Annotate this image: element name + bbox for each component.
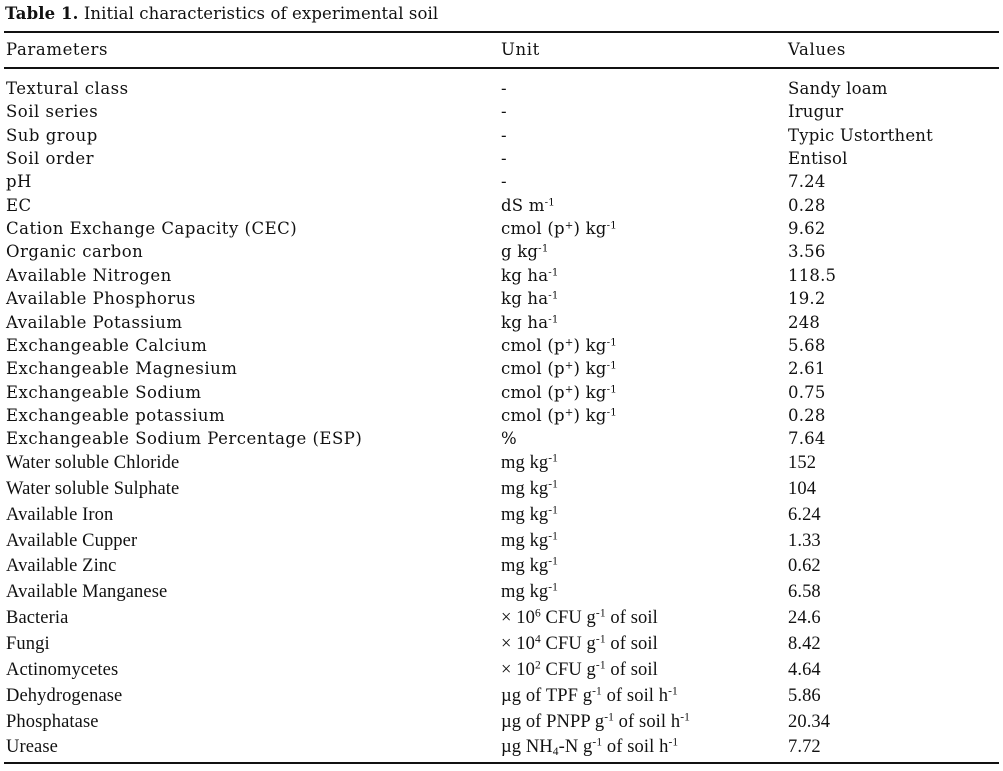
unit-text: of soil h xyxy=(601,685,669,706)
unit-cell xyxy=(501,219,617,238)
unit-cell xyxy=(501,359,617,378)
bottom-rule xyxy=(4,762,999,764)
unit-text: cmol (p xyxy=(501,405,565,425)
parameter-cell: Available Manganese xyxy=(6,582,168,603)
unit-cell xyxy=(501,266,559,285)
parameter-cell: Fungi xyxy=(6,633,50,654)
unit-superscript: -1 xyxy=(548,556,559,569)
unit-text: mg kg xyxy=(501,530,549,551)
parameter-cell: Water soluble Chloride xyxy=(6,453,180,473)
unit-cell xyxy=(501,196,555,215)
unit-text: CFU g xyxy=(540,608,596,629)
unit-text: mg kg xyxy=(501,478,549,499)
value-cell: 5.68 xyxy=(788,335,826,355)
parameter-cell: Soil order xyxy=(6,149,95,169)
unit-superscript: + xyxy=(564,360,574,372)
parameter-cell: Actinomycetes xyxy=(6,659,119,680)
parameter-cell: Available Phosphorus xyxy=(6,289,196,309)
unit-superscript: -1 xyxy=(606,383,617,395)
parameter-cell: Organic carbon xyxy=(6,242,144,262)
unit-cell xyxy=(501,313,559,332)
parameter-cell: Exchangeable Calcium xyxy=(6,335,208,355)
parameter-cell: Exchangeable Sodium Percentage (ESP) xyxy=(6,429,363,449)
unit-text: µg of PNPP g xyxy=(501,711,605,732)
table-caption xyxy=(5,4,438,23)
parameter-cell: Available Zinc xyxy=(6,556,117,577)
parameter-cell: pH xyxy=(6,172,32,192)
parameter-cell: Cation Exchange Capacity (CEC) xyxy=(6,219,298,239)
unit-superscript: -1 xyxy=(548,581,559,594)
top-rule xyxy=(4,31,999,33)
unit-cell xyxy=(501,149,507,168)
unit-text: - xyxy=(501,102,507,122)
value-cell: 8.42 xyxy=(788,633,821,654)
unit-superscript: -1 xyxy=(548,504,559,517)
unit-cell xyxy=(501,479,558,500)
unit-cell xyxy=(501,660,658,681)
unit-text: g kg xyxy=(501,242,539,262)
value-cell: Entisol xyxy=(788,149,848,169)
unit-superscript: -1 xyxy=(548,290,559,302)
value-cell: 0.75 xyxy=(788,382,826,402)
header-rule xyxy=(4,67,999,69)
value-cell: 24.6 xyxy=(788,608,821,629)
value-cell: 19.2 xyxy=(788,289,826,309)
unit-superscript: -1 xyxy=(680,711,690,724)
unit-superscript: -1 xyxy=(592,685,602,698)
parameter-cell: Exchangeable Magnesium xyxy=(6,359,238,379)
value-cell: 104 xyxy=(788,478,817,499)
column-header-unit: Unit xyxy=(501,40,540,59)
unit-cell xyxy=(501,242,549,261)
unit-cell xyxy=(501,406,617,425)
value-cell: 20.34 xyxy=(788,711,831,732)
unit-cell xyxy=(501,383,617,402)
unit-cell xyxy=(501,102,507,121)
parameter-cell: Available Potassium xyxy=(6,312,183,332)
unit-superscript: -1 xyxy=(595,659,606,672)
unit-text: - xyxy=(501,172,507,192)
unit-superscript: -1 xyxy=(548,478,559,491)
unit-cell xyxy=(501,737,678,758)
unit-text: cmol (p xyxy=(501,335,565,355)
unit-text: kg ha xyxy=(501,289,549,309)
table-caption-label: Table 1. xyxy=(5,4,79,23)
table-caption-text: Initial characteristics of experimental soil xyxy=(78,4,439,23)
unit-text: of soil xyxy=(605,608,658,629)
value-cell: 3.56 xyxy=(788,242,826,262)
unit-superscript: -1 xyxy=(668,737,679,750)
value-cell: 1.33 xyxy=(788,530,821,551)
unit-subscript: 4 xyxy=(552,746,559,759)
value-cell: 7.24 xyxy=(788,172,826,192)
unit-text: of soil xyxy=(605,633,658,654)
value-cell: 6.24 xyxy=(788,504,821,525)
unit-superscript: + xyxy=(564,383,574,395)
parameter-cell: Dehydrogenase xyxy=(6,685,123,706)
unit-text: ) kg xyxy=(573,335,607,355)
unit-superscript: -1 xyxy=(606,220,617,232)
unit-superscript: 4 xyxy=(534,633,541,646)
unit-text: % xyxy=(501,429,517,449)
unit-text: kg ha xyxy=(501,312,549,332)
unit-text: of soil xyxy=(605,659,658,680)
unit-cell xyxy=(501,336,617,355)
unit-text: of soil h xyxy=(613,711,681,732)
unit-cell xyxy=(501,608,658,629)
unit-text: ) kg xyxy=(573,359,607,379)
value-cell: Irugur xyxy=(788,102,844,122)
unit-text: -N g xyxy=(558,737,593,758)
parameter-cell: Available Iron xyxy=(6,504,114,525)
unit-superscript: -1 xyxy=(606,407,617,419)
parameter-cell: Phosphatase xyxy=(6,711,99,732)
value-cell: Typic Ustorthent xyxy=(788,125,933,145)
unit-superscript: -1 xyxy=(604,711,614,724)
value-cell: 7.72 xyxy=(788,737,821,758)
parameter-cell: Water soluble Sulphate xyxy=(6,478,180,499)
value-cell: 5.86 xyxy=(788,685,821,706)
unit-text: µg of TPF g xyxy=(501,685,593,706)
parameter-cell: Urease xyxy=(6,737,58,758)
unit-text: ) kg xyxy=(573,382,607,402)
unit-superscript: 2 xyxy=(534,659,541,672)
parameter-cell: Soil series xyxy=(6,102,99,122)
unit-text: of soil h xyxy=(602,737,669,758)
value-cell: 9.62 xyxy=(788,219,826,239)
value-cell: 6.58 xyxy=(788,582,821,603)
unit-text: cmol (p xyxy=(501,382,565,402)
unit-superscript: -1 xyxy=(595,633,606,646)
unit-superscript: -1 xyxy=(592,737,603,750)
unit-text: mg kg xyxy=(501,453,549,473)
value-cell: 118.5 xyxy=(788,265,837,285)
unit-superscript: -1 xyxy=(548,452,559,465)
unit-cell xyxy=(501,686,678,707)
unit-cell xyxy=(501,172,507,191)
unit-text: CFU g xyxy=(540,659,596,680)
unit-cell xyxy=(501,453,558,474)
unit-superscript: -1 xyxy=(548,530,559,543)
unit-cell xyxy=(501,126,507,145)
value-cell: 152 xyxy=(788,453,817,473)
unit-cell xyxy=(501,505,558,526)
unit-cell xyxy=(501,634,658,655)
unit-text: - xyxy=(501,79,507,98)
unit-cell xyxy=(501,712,690,733)
unit-superscript: -1 xyxy=(544,197,555,209)
value-cell: 4.64 xyxy=(788,659,821,680)
parameter-cell: Sub group xyxy=(6,125,98,145)
unit-text: ) kg xyxy=(573,219,607,239)
unit-superscript: -1 xyxy=(606,337,617,349)
unit-text: mg kg xyxy=(501,582,549,603)
unit-text: cmol (p xyxy=(501,359,565,379)
unit-superscript: -1 xyxy=(548,313,559,325)
unit-text: × 10 xyxy=(501,608,535,629)
parameter-cell: Exchangeable potassium xyxy=(6,405,226,425)
unit-superscript: + xyxy=(564,220,574,232)
unit-text: µg NH xyxy=(501,737,553,758)
unit-text: × 10 xyxy=(501,633,535,654)
value-cell: 2.61 xyxy=(788,359,826,379)
unit-text: dS m xyxy=(501,195,545,215)
value-cell: Sandy loam xyxy=(788,79,888,98)
unit-text: cmol (p xyxy=(501,219,565,239)
parameter-cell: Textural class xyxy=(6,79,129,98)
unit-superscript: -1 xyxy=(548,267,559,279)
unit-text: CFU g xyxy=(540,633,596,654)
unit-superscript: -1 xyxy=(595,607,606,620)
unit-cell xyxy=(501,429,517,448)
unit-superscript: + xyxy=(564,407,574,419)
unit-text: kg ha xyxy=(501,265,549,285)
unit-superscript: + xyxy=(564,337,574,349)
unit-superscript: -1 xyxy=(606,360,617,372)
unit-text: - xyxy=(501,125,507,145)
parameter-cell: EC xyxy=(6,195,32,215)
value-cell: 248 xyxy=(788,312,821,332)
unit-superscript: 6 xyxy=(534,607,541,620)
value-cell: 0.28 xyxy=(788,195,826,215)
unit-text: ) kg xyxy=(573,405,607,425)
unit-cell xyxy=(501,582,558,603)
unit-superscript: -1 xyxy=(538,243,549,255)
unit-text: - xyxy=(501,149,507,169)
column-header-parameters: Parameters xyxy=(6,40,109,59)
unit-cell xyxy=(501,289,559,308)
value-cell: 0.62 xyxy=(788,556,821,577)
unit-cell xyxy=(501,531,558,552)
parameter-cell: Bacteria xyxy=(6,608,69,629)
unit-superscript: -1 xyxy=(668,685,678,698)
value-cell: 0.28 xyxy=(788,405,826,425)
parameter-cell: Available Cupper xyxy=(6,530,138,551)
value-cell: 7.64 xyxy=(788,429,826,449)
parameter-cell: Available Nitrogen xyxy=(6,265,172,285)
unit-text: mg kg xyxy=(501,504,549,525)
unit-text: mg kg xyxy=(501,556,549,577)
parameter-cell: Exchangeable Sodium xyxy=(6,382,202,402)
unit-text: × 10 xyxy=(501,659,535,680)
unit-cell xyxy=(501,556,558,577)
unit-cell xyxy=(501,79,507,98)
column-header-values: Values xyxy=(788,40,846,59)
